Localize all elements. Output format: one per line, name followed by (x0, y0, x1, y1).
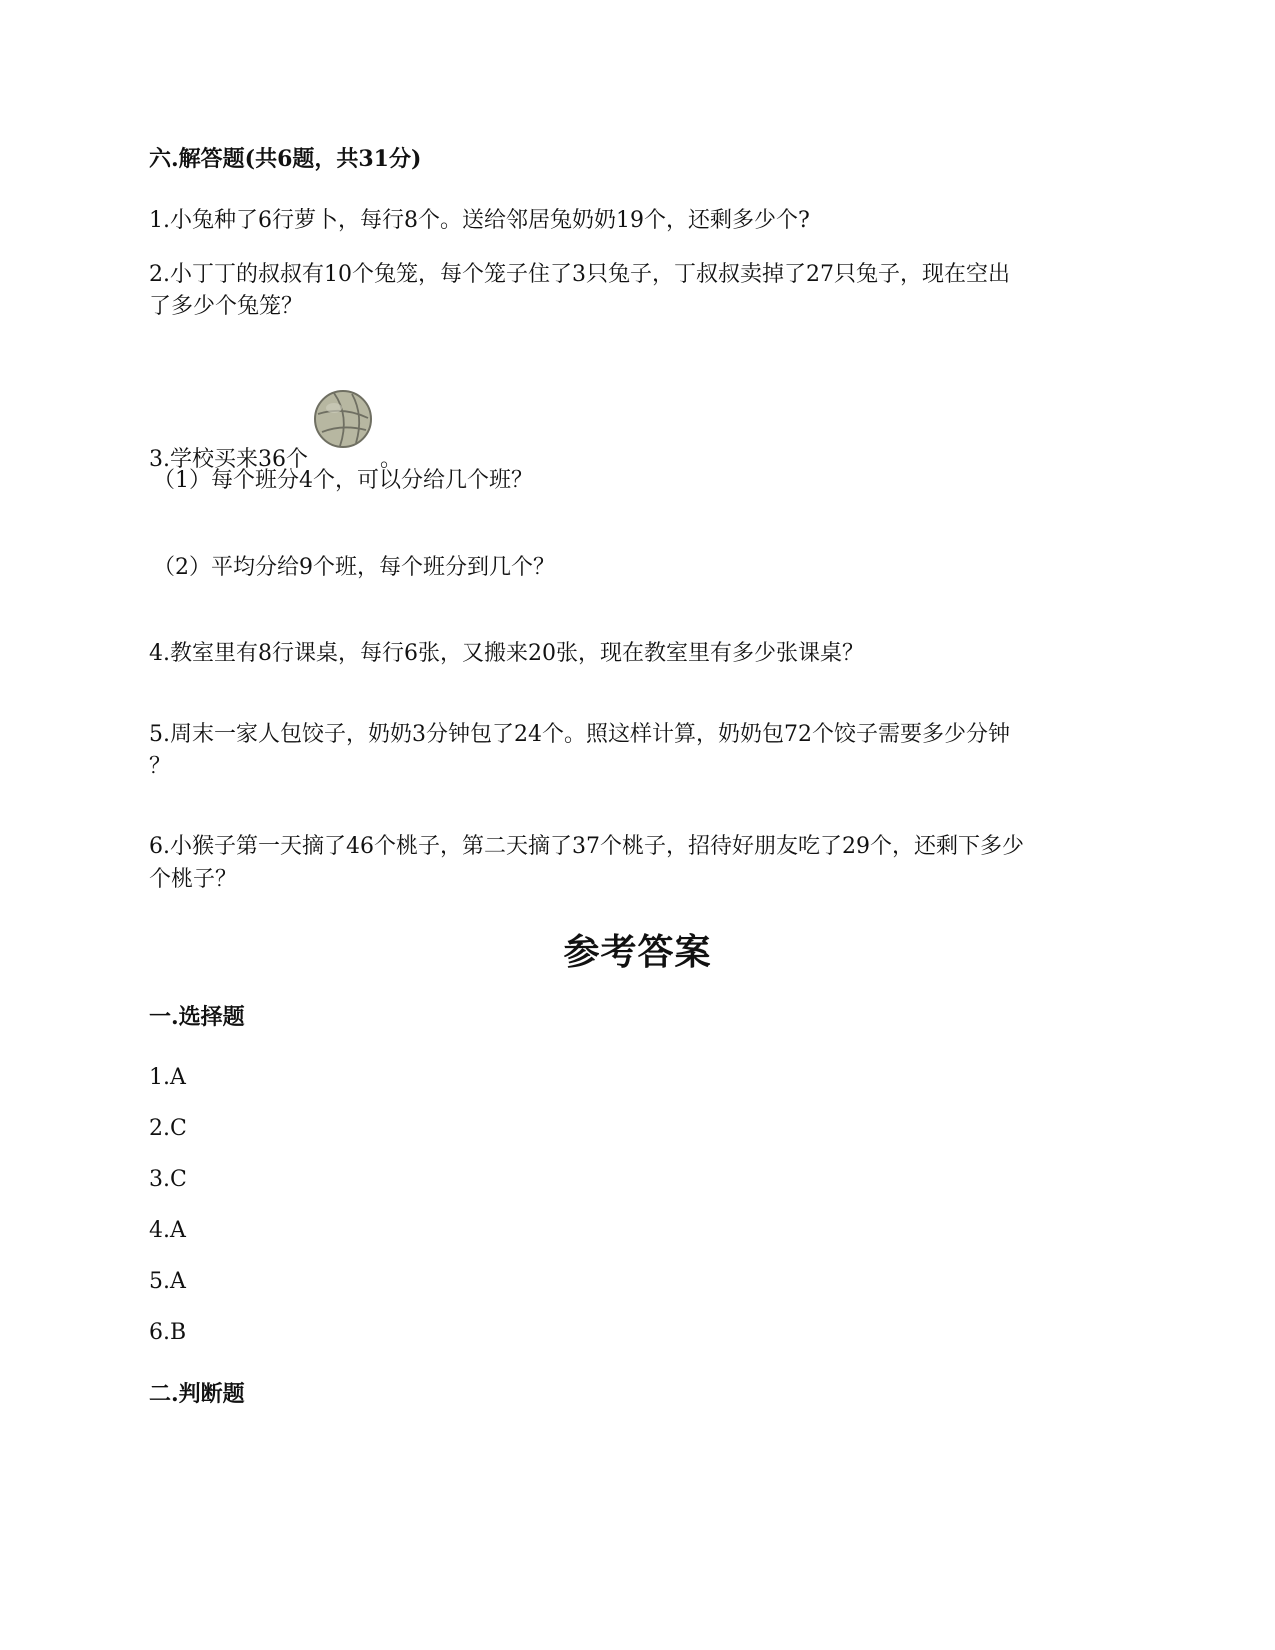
section-heading-solve: 六.解答题(共6题，共31分) (149, 146, 422, 172)
answers-section-2-heading: 二.判断题 (149, 1381, 245, 1407)
question-3-suffix: 。 (380, 447, 403, 472)
question-6-line-2: 个桃子？ (149, 867, 238, 892)
basketball-icon (312, 388, 374, 450)
answer-item: 2.C (149, 1116, 187, 1141)
question-4: 4.教室里有8行课桌，每行6张，又搬来20张，现在教室里有多少张课桌？ (149, 641, 864, 666)
answer-item: 5.A (149, 1269, 186, 1294)
question-5-line-1: 5.周末一家人包饺子，奶奶3分钟包了24个。照这样计算，奶奶包72个饺子需要多少分钟 (149, 722, 1010, 747)
question-3-sub-2: （2）平均分给9个班，每个班分到几个？ (153, 555, 555, 580)
question-3-sub-1: （1）每个班分4个，可以分给几个班？ (153, 468, 533, 493)
question-1: 1.小兔种了6行萝卜，每行8个。送给邻居兔奶奶19个，还剩多少个? (149, 208, 810, 233)
answer-item: 1.A (149, 1065, 186, 1090)
question-2-line-1: 2.小丁丁的叔叔有10个兔笼，每个笼子住了3只兔子，丁叔叔卖掉了27只兔子，现在空出 (149, 262, 1010, 287)
question-5-line-2: ？ (149, 754, 172, 779)
answer-item: 4.A (149, 1218, 186, 1243)
answers-title: 参考答案 (563, 931, 712, 973)
answer-item: 3.C (149, 1167, 187, 1192)
question-6-line-1: 6.小猴子第一天摘了46个桃子，第二天摘了37个桃子，招待好朋友吃了29个，还剩下多少 (149, 834, 1024, 859)
question-3-prefix: 3.学校买来36个 (149, 447, 308, 472)
answer-item: 6.B (149, 1320, 187, 1345)
answers-section-1-heading: 一.选择题 (149, 1004, 245, 1030)
question-2-line-2: 了多少个兔笼？ (149, 294, 304, 319)
